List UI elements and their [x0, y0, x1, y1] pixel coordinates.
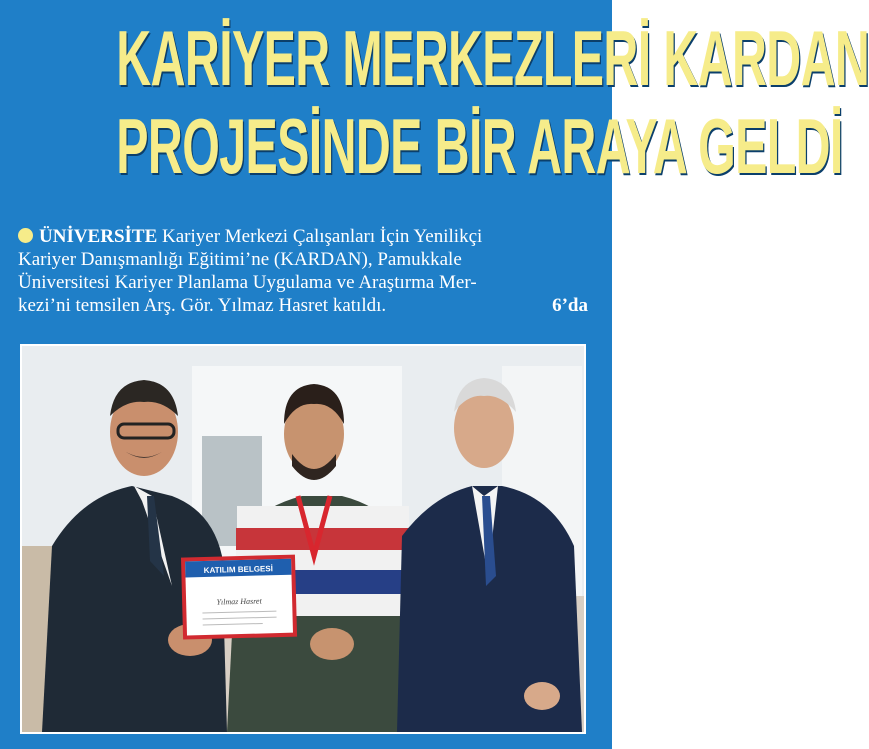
lead-paragraph [18, 225, 588, 317]
lead-line-1-text: Kariyer Merkezi Çalışanları İçin Yenilikçi [162, 226, 483, 247]
lead-kicker: ÜNİVERSİTE [39, 226, 158, 247]
bullet-icon [18, 228, 33, 243]
certificate-title: KATILIM BELGESİ [203, 564, 274, 575]
news-photo [20, 344, 586, 734]
headline-line-2: PROJESİNDE BİR ARAYA GELDİ [116, 102, 843, 190]
page-reference: 6’da [552, 295, 588, 316]
lead-line-1 [18, 225, 588, 248]
lead-line-4 [18, 294, 588, 317]
lead-line-2: Kariyer Danışmanlığı Eğitimi’ne (KARDAN), Pamukkale [18, 249, 462, 270]
certificate-name: Yılmaz Hasret [216, 596, 262, 607]
certificate [181, 555, 297, 640]
lead-line-3: Üniversitesi Kariyer Planlama Uygulama ve Araştırma Mer- [18, 272, 477, 293]
lead-line-4-text: kezi’ni temsilen Arş. Gör. Yılmaz Hasret katıldı. [18, 295, 387, 316]
headline [116, 14, 869, 190]
photo-illustration [22, 346, 584, 732]
headline-line-1: KARİYER MERKEZLERİ KARDAN [116, 14, 869, 102]
